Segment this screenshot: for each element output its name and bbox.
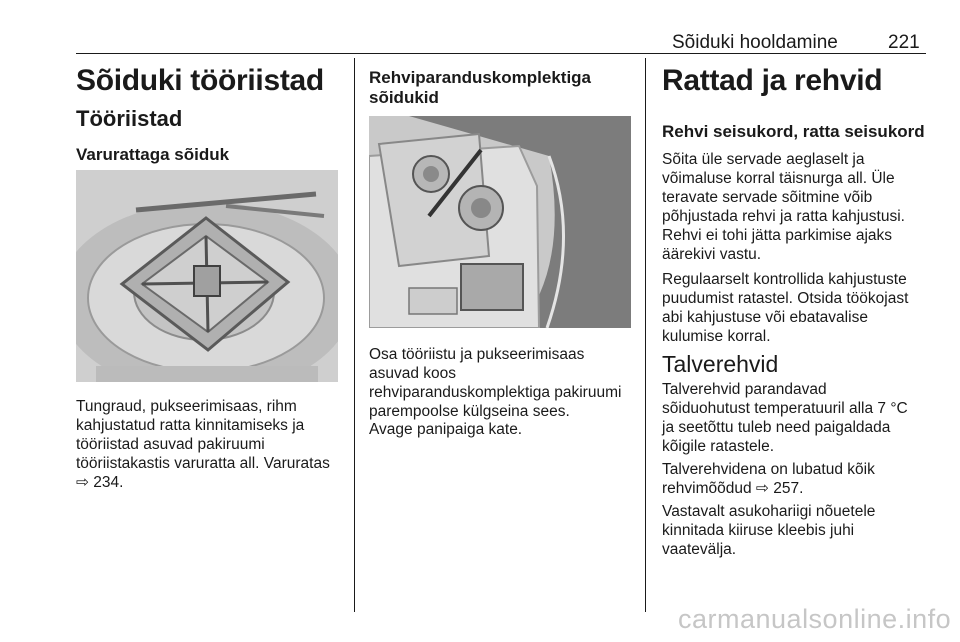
header-rule — [76, 53, 926, 54]
trunk-compartment-illustration — [369, 116, 631, 328]
repair-kit-heading: Rehviparanduskomplektiga sõidukid — [369, 68, 592, 107]
section-title: Rehvi seisukord, ratta seisukord — [662, 122, 925, 141]
chapter-title: Rattad ja rehvid — [662, 64, 883, 97]
watermark: carmanualsonline.info — [678, 604, 952, 634]
subsection-title: Varurattaga sõiduk — [76, 145, 230, 164]
tyre-condition-paragraph: Sõita üle servade aeglaselt ja võimaluse korral täisnurga all. Üle teravate servade sõitmine võib põhjustada rehvi ja ratta kahjustusi. Rehvi ei tohi jätta parkimise ajaks äärekivi vastu. — [662, 151, 905, 263]
open-cover-paragraph: Avage panipaiga kate. — [369, 421, 523, 438]
wheel-check-paragraph: Regulaarselt kontrollida kahjustuste puudumist ratastel. Otsida töökojast abi kahjustuse või ebatavalise kulumise korral. — [662, 271, 909, 345]
column-divider-right — [645, 58, 646, 612]
page-number: 221 — [888, 32, 920, 53]
spare-wheel-tools-illustration — [76, 170, 338, 382]
column-divider-left — [354, 58, 355, 612]
page-reference-link[interactable]: rehvimõõdud ⇨ 257. — [662, 480, 804, 497]
tools-location-paragraph: Tungraud, pukseerimisaas, rihm kahjustatud ratta kinnitamiseks ja tööriistad asuvad pakiruumi tööriistakastis varuratta all. Varuratas ⇨ 234. — [76, 398, 330, 491]
speed-sticker-paragraph: Vastavalt asukohariigi nõuetele kinnitada kiiruse kleebis juhi vaatevälja. — [662, 503, 876, 558]
header-title: Sõiduki hooldamine — [672, 32, 838, 53]
chapter-title: Sõiduki tööriistad — [76, 64, 324, 97]
page-reference-link[interactable]: ⇨ 234. — [76, 474, 124, 491]
repair-kit-paragraph: Osa tööriistu ja pukseerimisaas asuvad koos rehviparanduskomplektiga pakiruumi parempoolse külgseina sees. — [369, 346, 622, 420]
tyre-sizes-paragraph: Talverehvidena on lubatud kõik rehvimõõdud ⇨ 257. — [662, 461, 875, 497]
section-title: Tööriistad — [76, 106, 183, 131]
winter-tyres-heading: Talverehvid — [662, 351, 779, 377]
winter-tyres-paragraph: Talverehvid parandavad sõiduohutust temperatuuril alla 7 °C ja seetõttu tuleb need paigaldada kõigile ratastele. — [662, 381, 908, 455]
